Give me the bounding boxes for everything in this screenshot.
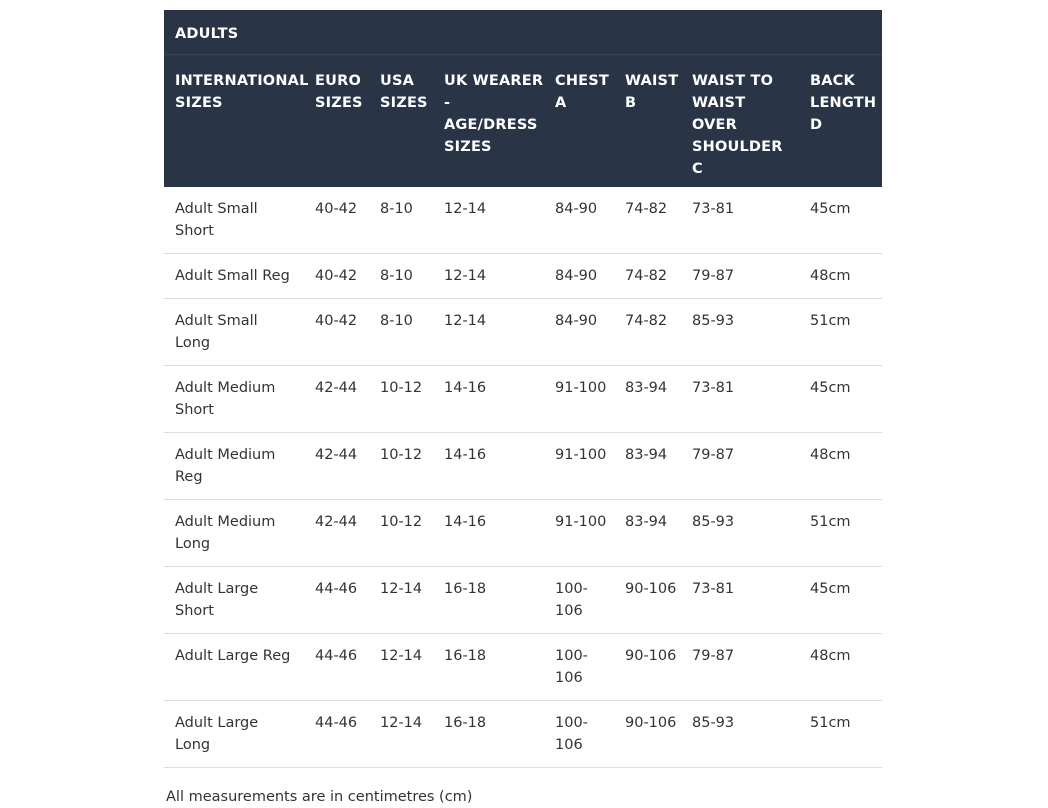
table-row [164, 366, 882, 433]
cell-waist: 83-94 [625, 366, 692, 433]
cell-back-length: 45cm [810, 567, 882, 634]
cell-waist: 90-106 [625, 567, 692, 634]
cell-back-length: 48cm [810, 634, 882, 701]
cell-waist-over-shoulder: 85-93 [692, 500, 810, 567]
cell-chest: 100-106 [555, 701, 625, 768]
cell-waist-over-shoulder: 79-87 [692, 254, 810, 299]
cell-uk: 14-16 [444, 500, 555, 567]
row-label: Adult Medium Short [164, 366, 315, 433]
cell-back-length: 45cm [810, 366, 882, 433]
cell-uk: 16-18 [444, 567, 555, 634]
cell-usa: 12-14 [380, 567, 444, 634]
cell-waist-over-shoulder: 85-93 [692, 701, 810, 768]
cell-uk: 14-16 [444, 433, 555, 500]
cell-euro: 40-42 [315, 254, 380, 299]
cell-usa: 8-10 [380, 187, 444, 254]
cell-uk: 12-14 [444, 299, 555, 366]
measurements-note: All measurements are in centimetres (cm) [166, 789, 473, 805]
cell-chest: 91-100 [555, 433, 625, 500]
column-header-chest: CHEST A [555, 55, 625, 188]
cell-usa: 12-14 [380, 634, 444, 701]
cell-chest: 84-90 [555, 254, 625, 299]
table-row [164, 701, 882, 768]
cell-waist: 74-82 [625, 254, 692, 299]
cell-waist: 83-94 [625, 433, 692, 500]
cell-euro: 44-46 [315, 567, 380, 634]
table-row [164, 187, 882, 254]
cell-chest: 100-106 [555, 567, 625, 634]
cell-usa: 10-12 [380, 366, 444, 433]
row-label: Adult Large Short [164, 567, 315, 634]
column-header-usa-sizes: USA SIZES [380, 55, 444, 188]
row-label: Adult Medium Long [164, 500, 315, 567]
cell-waist: 74-82 [625, 187, 692, 254]
cell-euro: 42-44 [315, 500, 380, 567]
section-title: ADULTS [164, 10, 882, 55]
column-header-uk-wearer-sizes: UK WEARER - AGE/DRESS SIZES [444, 55, 555, 188]
cell-waist-over-shoulder: 79-87 [692, 433, 810, 500]
cell-euro: 44-46 [315, 634, 380, 701]
cell-usa: 10-12 [380, 500, 444, 567]
table-body [164, 187, 882, 768]
cell-waist: 83-94 [625, 500, 692, 567]
table-row [164, 634, 882, 701]
cell-usa: 8-10 [380, 254, 444, 299]
table-row [164, 500, 882, 567]
cell-euro: 44-46 [315, 701, 380, 768]
table-header [164, 10, 882, 187]
cell-waist-over-shoulder: 73-81 [692, 366, 810, 433]
cell-chest: 84-90 [555, 187, 625, 254]
size-chart-container [164, 10, 882, 808]
cell-usa: 8-10 [380, 299, 444, 366]
column-header-row [164, 55, 882, 188]
cell-chest: 84-90 [555, 299, 625, 366]
table-row [164, 567, 882, 634]
cell-euro: 42-44 [315, 433, 380, 500]
cell-chest: 100-106 [555, 634, 625, 701]
cell-uk: 14-16 [444, 366, 555, 433]
column-header-back-length: BACK LENGTH D [810, 55, 882, 188]
column-header-euro-sizes: EURO SIZES [315, 55, 380, 188]
cell-back-length: 45cm [810, 187, 882, 254]
cell-euro: 40-42 [315, 299, 380, 366]
row-label: Adult Large Reg [164, 634, 315, 701]
cell-waist-over-shoulder: 79-87 [692, 634, 810, 701]
cell-waist: 90-106 [625, 701, 692, 768]
section-title-row [164, 10, 882, 55]
cell-chest: 91-100 [555, 500, 625, 567]
row-label: Adult Large Long [164, 701, 315, 768]
cell-euro: 40-42 [315, 187, 380, 254]
cell-back-length: 51cm [810, 701, 882, 768]
row-label: Adult Small Reg [164, 254, 315, 299]
table-row [164, 299, 882, 366]
cell-waist-over-shoulder: 73-81 [692, 187, 810, 254]
cell-uk: 16-18 [444, 701, 555, 768]
cell-back-length: 48cm [810, 254, 882, 299]
cell-usa: 12-14 [380, 701, 444, 768]
cell-uk: 16-18 [444, 634, 555, 701]
cell-back-length: 48cm [810, 433, 882, 500]
cell-waist-over-shoulder: 73-81 [692, 567, 810, 634]
cell-uk: 12-14 [444, 187, 555, 254]
cell-uk: 12-14 [444, 254, 555, 299]
cell-waist: 90-106 [625, 634, 692, 701]
row-label: Adult Small Long [164, 299, 315, 366]
cell-chest: 91-100 [555, 366, 625, 433]
column-header-waist: WAIST B [625, 55, 692, 188]
cell-waist: 74-82 [625, 299, 692, 366]
cell-usa: 10-12 [380, 433, 444, 500]
table-row [164, 254, 882, 299]
size-chart-table [164, 10, 882, 768]
cell-euro: 42-44 [315, 366, 380, 433]
cell-back-length: 51cm [810, 299, 882, 366]
table-row [164, 433, 882, 500]
row-label: Adult Small Short [164, 187, 315, 254]
cell-back-length: 51cm [810, 500, 882, 567]
cell-waist-over-shoulder: 85-93 [692, 299, 810, 366]
row-label: Adult Medium Reg [164, 433, 315, 500]
column-header-international-sizes: INTERNATIONAL SIZES [164, 55, 315, 188]
column-header-waist-over-shoulder: WAIST TO WAIST OVER SHOULDER C [692, 55, 810, 188]
